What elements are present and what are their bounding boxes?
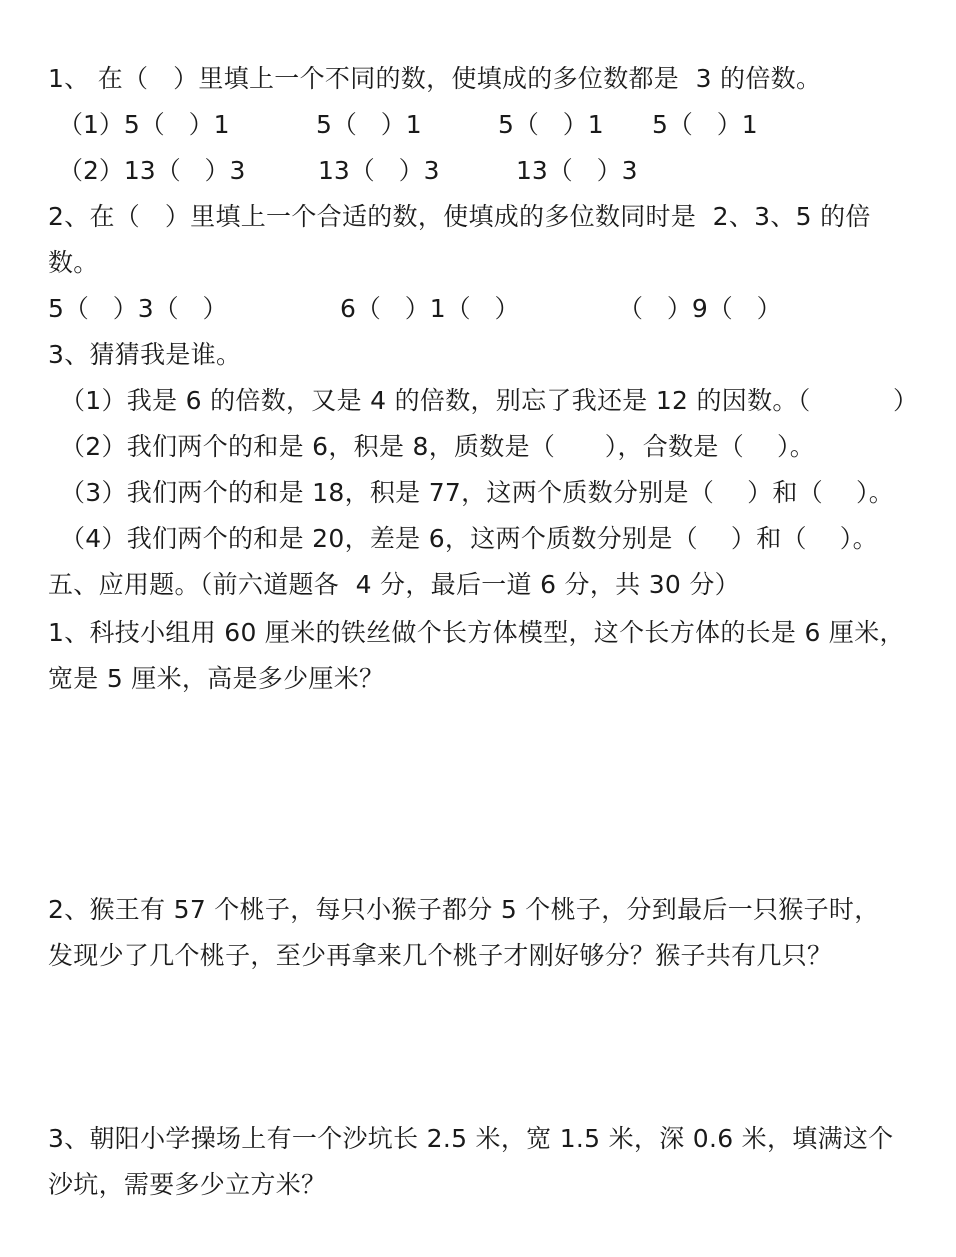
q1-stem: 1、 在（ ）里填上一个不同的数，使填成的多位数都是 3 的倍数。: [48, 64, 822, 93]
problem-2-line-1: 2、猴王有 57 个桃子，每只小猴子都分 5 个桃子，分到最后一只猴子时，: [48, 895, 880, 924]
q3-sub-1: （1）我是 6 的倍数，又是 4 的倍数，别忘了我还是 12 的因数。（ ）: [60, 386, 919, 415]
q3-sub-4: （4）我们两个的和是 20，差是 6，这两个质数分别是（ ）和（ ）。: [60, 524, 878, 553]
q1-row1-item-4: 5（ ）1: [652, 110, 758, 139]
q2-stem-line-2: 数。: [48, 248, 99, 277]
problem-1-line-2: 宽是 5 厘米，高是多少厘米？: [48, 664, 385, 693]
q3-sub-3: （3）我们两个的和是 18，积是 77，这两个质数分别是（ ）和（ ）。: [60, 478, 895, 507]
q3-sub-2: （2）我们两个的和是 6，积是 8，质数是（ ），合数是（ ）。: [60, 432, 816, 461]
q1-row2-item-1: （2）13（ ）3: [58, 156, 246, 185]
problem-2-line-2: 发现少了几个桃子，至少再拿来几个桃子才刚好够分？猴子共有几只？: [48, 941, 833, 970]
q1-row1-item-2: 5（ ）1: [316, 110, 422, 139]
problem-3-line-2: 沙坑，需要多少立方米？: [48, 1170, 327, 1199]
section-5-heading: 五、应用题。（前六道题各 4 分，最后一道 6 分，共 30 分）: [48, 570, 740, 599]
q1-row1-item-3: 5（ ）1: [498, 110, 604, 139]
problem-3-line-1: 3、朝阳小学操场上有一个沙坑长 2.5 米，宽 1.5 米，深 0.6 米，填满这个: [48, 1124, 894, 1153]
q1-row2-item-3: 13（ ）3: [516, 156, 638, 185]
q2-item-3: （ ）9（ ）: [618, 294, 782, 323]
problem-1-line-1: 1、科技小组用 60 厘米的铁丝做个长方体模型，这个长方体的长是 6 厘米，: [48, 618, 905, 647]
q2-item-2: 6（ ）1（ ）: [340, 294, 520, 323]
q2-stem-line-1: 2、在（ ）里填上一个合适的数，使填成的多位数同时是 2、3、5 的倍: [48, 202, 871, 231]
q2-item-1: 5（ ）3（ ）: [48, 294, 228, 323]
q1-row1-item-1: （1）5（ ）1: [58, 110, 230, 139]
q1-row2-item-2: 13（ ）3: [318, 156, 440, 185]
q3-stem: 3、猜猜我是谁。: [48, 340, 242, 369]
